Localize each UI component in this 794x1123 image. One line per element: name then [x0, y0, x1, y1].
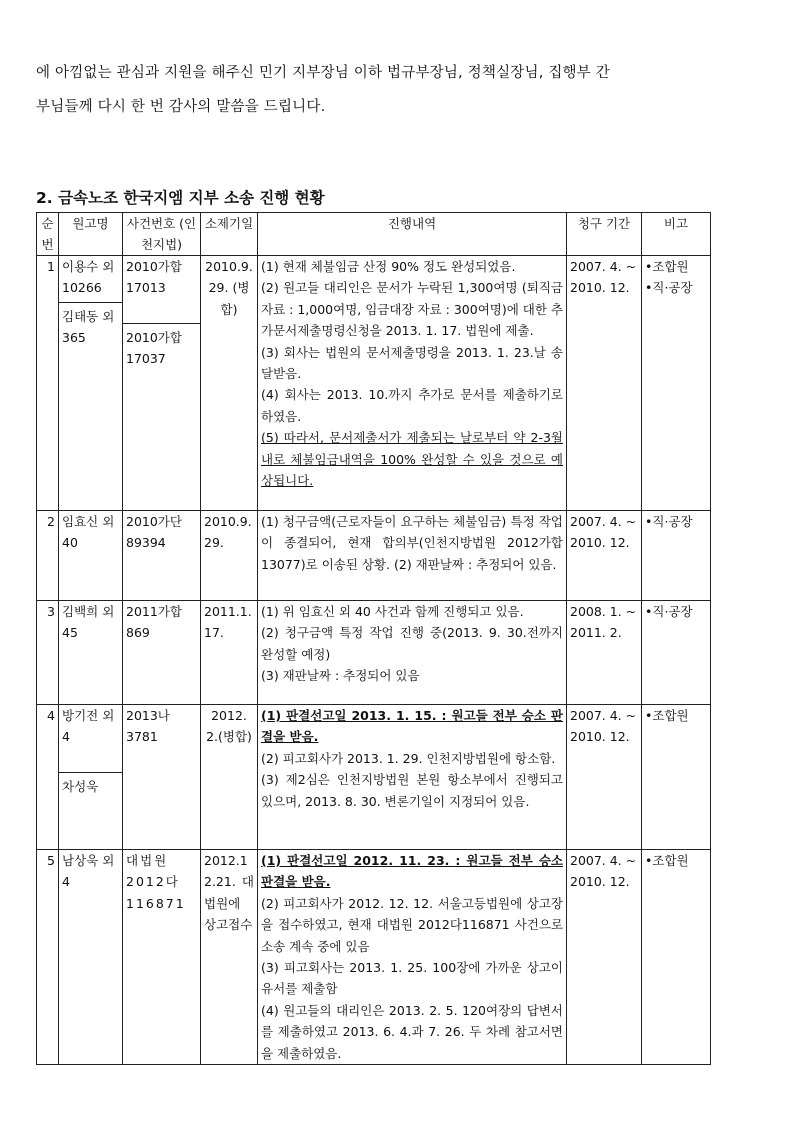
progress-cell	[258, 705, 567, 850]
case-number: 2010가단 89394	[123, 511, 201, 601]
note-cell	[642, 850, 711, 1065]
row-no: 2	[37, 511, 59, 601]
note-cell	[642, 705, 711, 850]
plaintiff-name: 김태동 외 365	[62, 308, 115, 346]
table-row	[37, 511, 711, 601]
progress-item: (2) 피고회사가 2013. 1. 29. 인천지방법원에 항소함.	[261, 750, 556, 766]
header-period: 청구 기간	[567, 213, 642, 256]
table-header-row	[37, 213, 711, 256]
note-cell	[642, 256, 711, 511]
header-progress: 진행내역	[258, 213, 567, 256]
header-case-no: 사건번호 (인천지법)	[123, 213, 201, 256]
note-item: •조합원	[645, 259, 689, 274]
filed-date: 2010.9. 29.	[201, 511, 258, 601]
note-item: •조합원	[645, 853, 689, 868]
case-number: 2013나 3781	[123, 705, 201, 850]
case-no-cell	[123, 256, 201, 511]
row-no: 3	[37, 601, 59, 705]
progress-cell	[258, 256, 567, 511]
intro-line-1: 에 아낌없는 관심과 지원을 해주신 민기 지부장님 이하 법규부장님, 정책실장님, 집행부 간	[36, 65, 610, 81]
section-title: 2. 금속노조 한국지엠 지부 소송 진행 현황	[36, 189, 325, 207]
lawsuit-status-table	[36, 212, 711, 1065]
note-item: •직·공장	[645, 514, 693, 529]
plaintiff-name: 이용수 외 10266	[62, 259, 115, 296]
header-note: 비고	[642, 213, 711, 256]
progress-item: (1) 위 임효신 외 40 사건과 함께 진행되고 있음.	[261, 604, 524, 619]
header-filed: 소제기일	[201, 213, 258, 256]
plaintiff-name: 차성욱	[62, 778, 99, 794]
note-item: •조합원	[645, 708, 689, 723]
progress-item: (4) 원고들의 대리인은 2013. 2. 5. 120여장의 답변서를 제출하였고 2013. 6. 4.과 7. 26. 두 차례 참고서면을 제출하였음.	[261, 1002, 563, 1061]
progress-item: (2) 피고회사가 2012. 12. 12. 서울고등법원에 상고장을 접수하였고, 현재 대법원 2012다116871 사건으로 소송 계속 중에 있음	[261, 895, 563, 954]
table-row	[37, 850, 711, 1065]
claim-period: 2007. 4. ~ 2010. 12.	[567, 850, 642, 1065]
note-item: •직·공장	[645, 280, 693, 296]
table-row	[37, 256, 711, 511]
progress-item: (4) 회사는 2013. 10.까지 추가로 문서를 제출하기로 하였음.	[261, 387, 563, 424]
plaintiff-name: 방기전 외 4	[62, 708, 115, 745]
case-number: 2011가합 869	[123, 601, 201, 705]
progress-item: (3) 재판날짜 : 추정되어 있음	[261, 668, 420, 684]
progress-item: (5) 따라서, 문서제출서가 제출되는 날로부터 약 2-3월 내로 체불임금내역을 100% 완성할 수 있을 것으로 예상됩니다.	[261, 430, 563, 489]
case-number: 2010가합 17013	[126, 259, 182, 296]
filed-date: 2010.9. 29. (병합)	[201, 256, 258, 511]
progress-item: (1) 현재 체불임금 산정 90% 정도 완성되었음.	[261, 259, 516, 274]
progress-item: (1) 청구금액(근로자들이 요구하는 체불임금) 특정 작업이 종결되어, 현재 합의부(인천지방법원 2012가합13077)로 이송된 상황. (2) 재판날짜 : 추정되어 있음.	[261, 514, 563, 572]
case-number: 2010가합 17037	[126, 329, 182, 367]
header-no: 순번	[37, 213, 59, 256]
progress-item: (2) 원고들 대리인은 문서가 누락된 1,300여명 (퇴직금 자료 : 1,000여명, 임금대장 자료 : 300여명)에 대한 추가문서제출명령신청을 2013. 1. 17. 법원에 제출.	[261, 280, 563, 339]
progress-cell	[258, 511, 567, 601]
table-row	[37, 601, 711, 705]
filed-date: 2012.1 2.21. 대법원에 상고접수	[201, 850, 258, 1065]
progress-item: (3) 피고회사는 2013. 1. 25. 100장에 가까운 상고이유서를 제출함	[261, 960, 563, 997]
progress-judgment: (1) 판결선고일 2012. 11. 23. : 원고들 전부 승소 판결을 받음.	[261, 853, 563, 890]
filed-date: 2011.1. 17.	[201, 601, 258, 705]
claim-period: 2008. 1. ~ 2011. 2.	[567, 601, 642, 705]
plaintiff-name: 임효신 외 40	[59, 511, 123, 601]
claim-period: 2007. 4. ~ 2010. 12.	[567, 705, 642, 850]
plaintiff-cell	[59, 256, 123, 511]
row-no: 1	[37, 256, 59, 511]
note-item: •직·공장	[645, 604, 693, 619]
row-no: 5	[37, 850, 59, 1065]
progress-item: (3) 제2심은 인천지방법원 본원 항소부에서 진행되고 있으며, 2013. 8. 30. 변론기일이 지정되어 있음.	[261, 772, 563, 809]
progress-cell	[258, 601, 567, 705]
intro-paragraph	[36, 56, 736, 124]
plaintiff-name: 남상욱 외 4	[59, 850, 123, 1065]
progress-item: (2) 청구금액 특정 작업 진행 중(2013. 9. 30.전까지 완성할 예정)	[261, 625, 563, 662]
note-cell	[642, 511, 711, 601]
progress-cell	[258, 850, 567, 1065]
claim-period: 2007. 4. ~ 2010. 12.	[567, 256, 642, 511]
row-no: 4	[37, 705, 59, 850]
progress-judgment: (1) 판결선고일 2013. 1. 15. : 원고들 전부 승소 판결을 받음.	[261, 708, 563, 745]
table-row	[37, 705, 711, 850]
header-plaintiff: 원고명	[59, 213, 123, 256]
claim-period: 2007. 4. ~ 2010. 12.	[567, 511, 642, 601]
intro-line-2: 부님들께 다시 한 번 감사의 말씀을 드립니다.	[36, 99, 326, 115]
note-cell	[642, 601, 711, 705]
case-number: 대법원 2012다 116871	[123, 850, 201, 1065]
plaintiff-name: 김백희 외 45	[59, 601, 123, 705]
progress-item: (3) 회사는 법원의 문서제출명령을 2013. 1. 23.날 송달받음.	[261, 344, 563, 382]
filed-date: 2012. 2.(병합)	[201, 705, 258, 850]
plaintiff-cell	[59, 705, 123, 850]
